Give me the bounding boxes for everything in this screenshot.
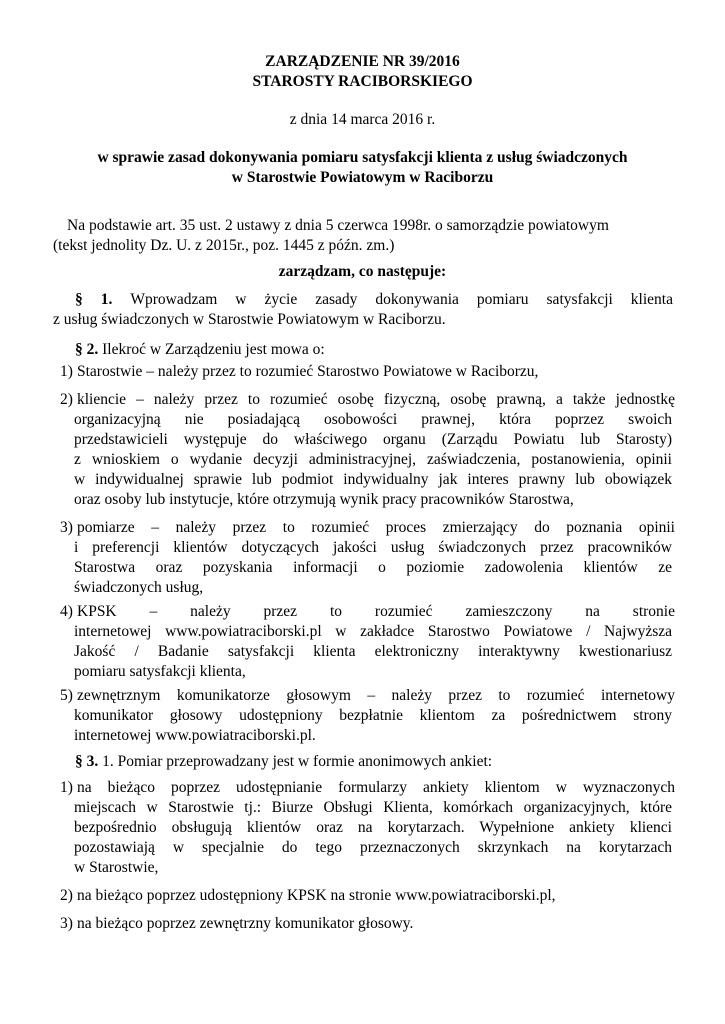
decision-statement: zarządzam, co następuje: bbox=[278, 263, 447, 280]
par3-mark: § 3. bbox=[75, 753, 99, 770]
par3-intro-line bbox=[75, 752, 492, 772]
document-date: z dnia 14 marca 2016 r. bbox=[289, 111, 436, 128]
par3-item-number: 3) bbox=[60, 915, 73, 932]
par2-item-number: 3) bbox=[60, 519, 73, 536]
par1-text: Wprowadzam w życie zasady dokonywania pomiaru satysfakcji klienta bbox=[130, 291, 673, 308]
par2-mark: § 2. bbox=[75, 341, 99, 358]
par2-item-line: kliencie – należy przez to rozumieć osobę fizyczną, osobę prawną, a także jednostkę bbox=[77, 391, 675, 408]
par2-item-number: 5) bbox=[60, 687, 73, 704]
par3-item-line: pozostawiają w specjalnie do tego przeznaczonych skrzynkach na korytarzach bbox=[74, 839, 672, 856]
par3-item-line: w Starostwie, bbox=[74, 859, 159, 876]
preamble-line-1: Na podstawie art. 35 ust. 2 ustawy z dnia 5 czerwca 1998r. o samorządzie powiatowym bbox=[67, 217, 609, 234]
par2-item-line: KPSK – należy przez to rozumieć zamieszczony na stronie bbox=[77, 603, 675, 620]
par2-item-line: internetowej www.powiatraciborski.pl. bbox=[74, 727, 316, 744]
issuer-title: STAROSTY RACIBORSKIEGO bbox=[252, 73, 473, 90]
par2-item-number: 4) bbox=[60, 603, 73, 620]
par3-item-number: 2) bbox=[60, 887, 73, 904]
par1-line-1 bbox=[75, 290, 673, 310]
par2-item-line: organizacyjną nie posiadającą osobowości prawnej, która poprzez swoich bbox=[74, 411, 672, 428]
par3-item-line: na bieżąco poprzez zewnętrzny komunikator głosowy. bbox=[77, 915, 414, 932]
par2-item-line: oraz osoby lub instytucje, które otrzymują wynik pracy pracowników Starostwa, bbox=[74, 491, 574, 508]
par2-intro-line bbox=[75, 340, 325, 360]
preamble-line-2: (tekst jednolity Dz. U. z 2015r., poz. 1445 z późn. zm.) bbox=[53, 237, 395, 254]
subject-line-2: w Starostwie Powiatowym w Raciborzu bbox=[231, 169, 494, 186]
document-title: ZARZĄDZENIE NR 39/2016 bbox=[265, 53, 460, 70]
par2-item-line: przedstawicieli występuje do właściwego organu (Zarządu Powiatu lub Starosty) bbox=[74, 431, 672, 448]
par1-mark: § 1. bbox=[75, 291, 113, 308]
par3-item-number: 1) bbox=[60, 779, 73, 796]
par3-item-line: na bieżąco poprzez udostępnianie formularzy ankiety klientom w wyznaczonych bbox=[77, 779, 675, 796]
par2-item-line: w indywidualnej sprawie lub podmiot indywidualny jak interes prawny lub obowiązek bbox=[74, 471, 672, 488]
par2-item-line: pomiaru satysfakcji klienta, bbox=[74, 663, 246, 680]
par3-item-line: na bieżąco poprzez udostępniony KPSK na stronie www.powiatraciborski.pl, bbox=[77, 887, 556, 904]
par2-item-number: 2) bbox=[60, 391, 73, 408]
par2-item-line: Starostwa oraz pozyskania informacji o poziomie zadowolenia klientów ze bbox=[74, 559, 672, 576]
par2-item-number: 1) bbox=[60, 363, 73, 380]
par2-item-line: komunikator głosowy udostępniony bezpłatnie klientom za pośrednictwem strony bbox=[74, 707, 672, 724]
par2-item-line: Jakość / Badanie satysfakcji klienta elektroniczny interaktywny kwestionariusz bbox=[74, 643, 672, 660]
par1-line-2: z usług świadczonych w Starostwie Powiatowym w Raciborzu. bbox=[53, 311, 446, 328]
par2-item-line: zewnętrznym komunikatorze głosowym – należy przez to rozumieć internetowy bbox=[77, 687, 675, 704]
par2-item-line: świadczonych usług, bbox=[74, 579, 204, 596]
par3-item-line: bezpośrednio obsługują klientów oraz na korytarzach. Wypełnione ankiety klienci bbox=[74, 819, 672, 836]
par3-item-line: miejscach w Starostwie tj.: Biurze Obsługi Klienta, komórkach organizacyjnych, które bbox=[74, 799, 672, 816]
par2-item-line: Starostwie – należy przez to rozumieć Starostwo Powiatowe w Raciborzu, bbox=[77, 363, 539, 380]
par2-item-line: internetowej www.powiatraciborski.pl w zakładce Starostwo Powiatowe / Najwyższa bbox=[74, 623, 672, 640]
par3-intro: 1. Pomiar przeprowadzany jest w formie anonimowych ankiet: bbox=[102, 753, 493, 770]
par2-intro: Ilekroć w Zarządzeniu jest mowa o: bbox=[102, 341, 325, 358]
par2-item-line: i preferencji klientów dotyczących jakości usług świadczonych przez pracowników bbox=[74, 539, 672, 556]
par2-item-line: z wnioskiem o wydanie decyzji administracyjnej, zaświadczenia, postanowienia, opinii bbox=[74, 451, 672, 468]
subject-line-1: w sprawie zasad dokonywania pomiaru satysfakcji klienta z usług świadczonych bbox=[97, 149, 628, 166]
par2-item-line: pomiarze – należy przez to rozumieć proces zmierzający do poznania opinii bbox=[77, 519, 675, 536]
